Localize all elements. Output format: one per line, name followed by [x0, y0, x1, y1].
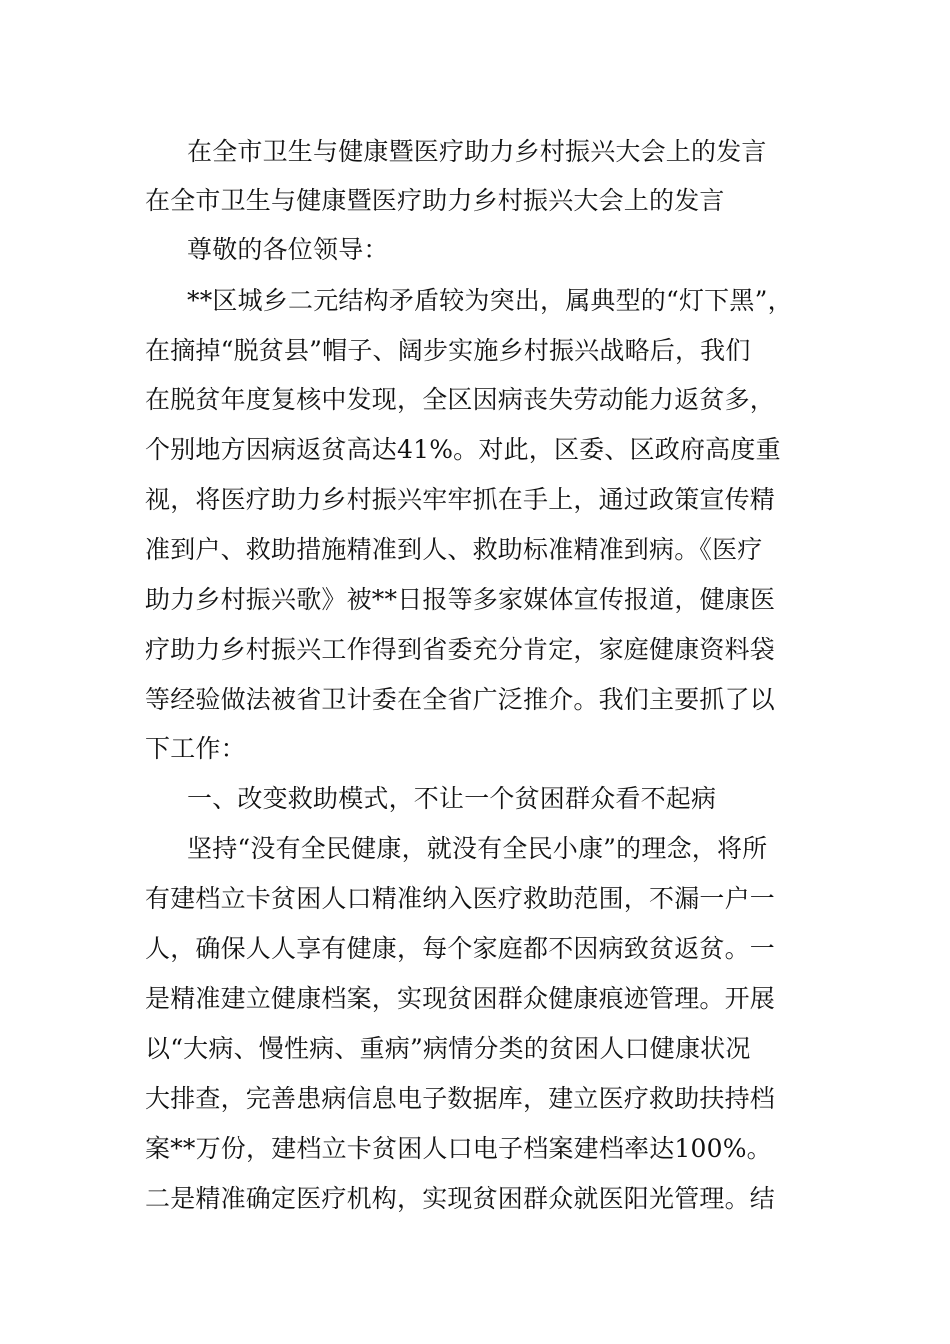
- document-title-repeat: 在全市卫生与健康暨医疗助力乡村振兴大会上的发言: [145, 186, 725, 215]
- paragraph-line: 个别地方因病返贫高达41%。对此，区委、区政府高度重: [145, 435, 781, 464]
- paragraph-line: 准到户、救助措施精准到人、救助标准精准到病。《医疗: [145, 535, 763, 564]
- paragraph-line: 视，将医疗助力乡村振兴牢牢抓在手上，通过政策宣传精: [145, 485, 776, 514]
- document-title: 在全市卫生与健康暨医疗助力乡村振兴大会上的发言: [187, 137, 767, 166]
- paragraph-line: 以“大病、慢性病、重病”病情分类的贫困人口健康状况: [145, 1034, 751, 1063]
- paragraph-line: 在脱贫年度复核中发现，全区因病丧失劳动能力返贫多，: [145, 385, 776, 414]
- paragraph-line: 案**万份，建档立卡贫困人口电子档案建档率达100%。: [145, 1134, 772, 1163]
- paragraph-line: 疗助力乡村振兴工作得到省委充分肯定，家庭健康资料袋: [145, 635, 776, 664]
- section-heading: 一、改变救助模式，不让一个贫困群众看不起病: [187, 784, 717, 813]
- paragraph-line: 人，确保人人享有健康，每个家庭都不因病致贫返贫。一: [145, 934, 776, 963]
- salutation: 尊敬的各位领导：: [187, 235, 389, 264]
- paragraph-line: **区城乡二元结构矛盾较为突出，属典型的“灯下黑”，: [187, 286, 793, 315]
- paragraph-line: 等经验做法被省卫计委在全省广泛推介。我们主要抓了以: [145, 685, 776, 714]
- paragraph-line: 坚持“没有全民健康，就没有全民小康”的理念，将所: [187, 834, 768, 863]
- paragraph-line: 助力乡村振兴歌》被**日报等多家媒体宣传报道，健康医: [145, 585, 776, 614]
- paragraph-line: 有建档立卡贫困人口精准纳入医疗救助范围，不漏一户一: [145, 884, 776, 913]
- paragraph-line: 二是精准确定医疗机构，实现贫困群众就医阳光管理。结: [145, 1184, 776, 1213]
- paragraph-line: 在摘掉“脱贫县”帽子、阔步实施乡村振兴战略后，我们: [145, 336, 751, 365]
- paragraph-line: 下工作：: [145, 734, 246, 763]
- paragraph-line: 大排查，完善患病信息电子数据库，建立医疗救助扶持档: [145, 1084, 776, 1113]
- paragraph-line: 是精准建立健康档案，实现贫困群众健康痕迹管理。开展: [145, 984, 776, 1013]
